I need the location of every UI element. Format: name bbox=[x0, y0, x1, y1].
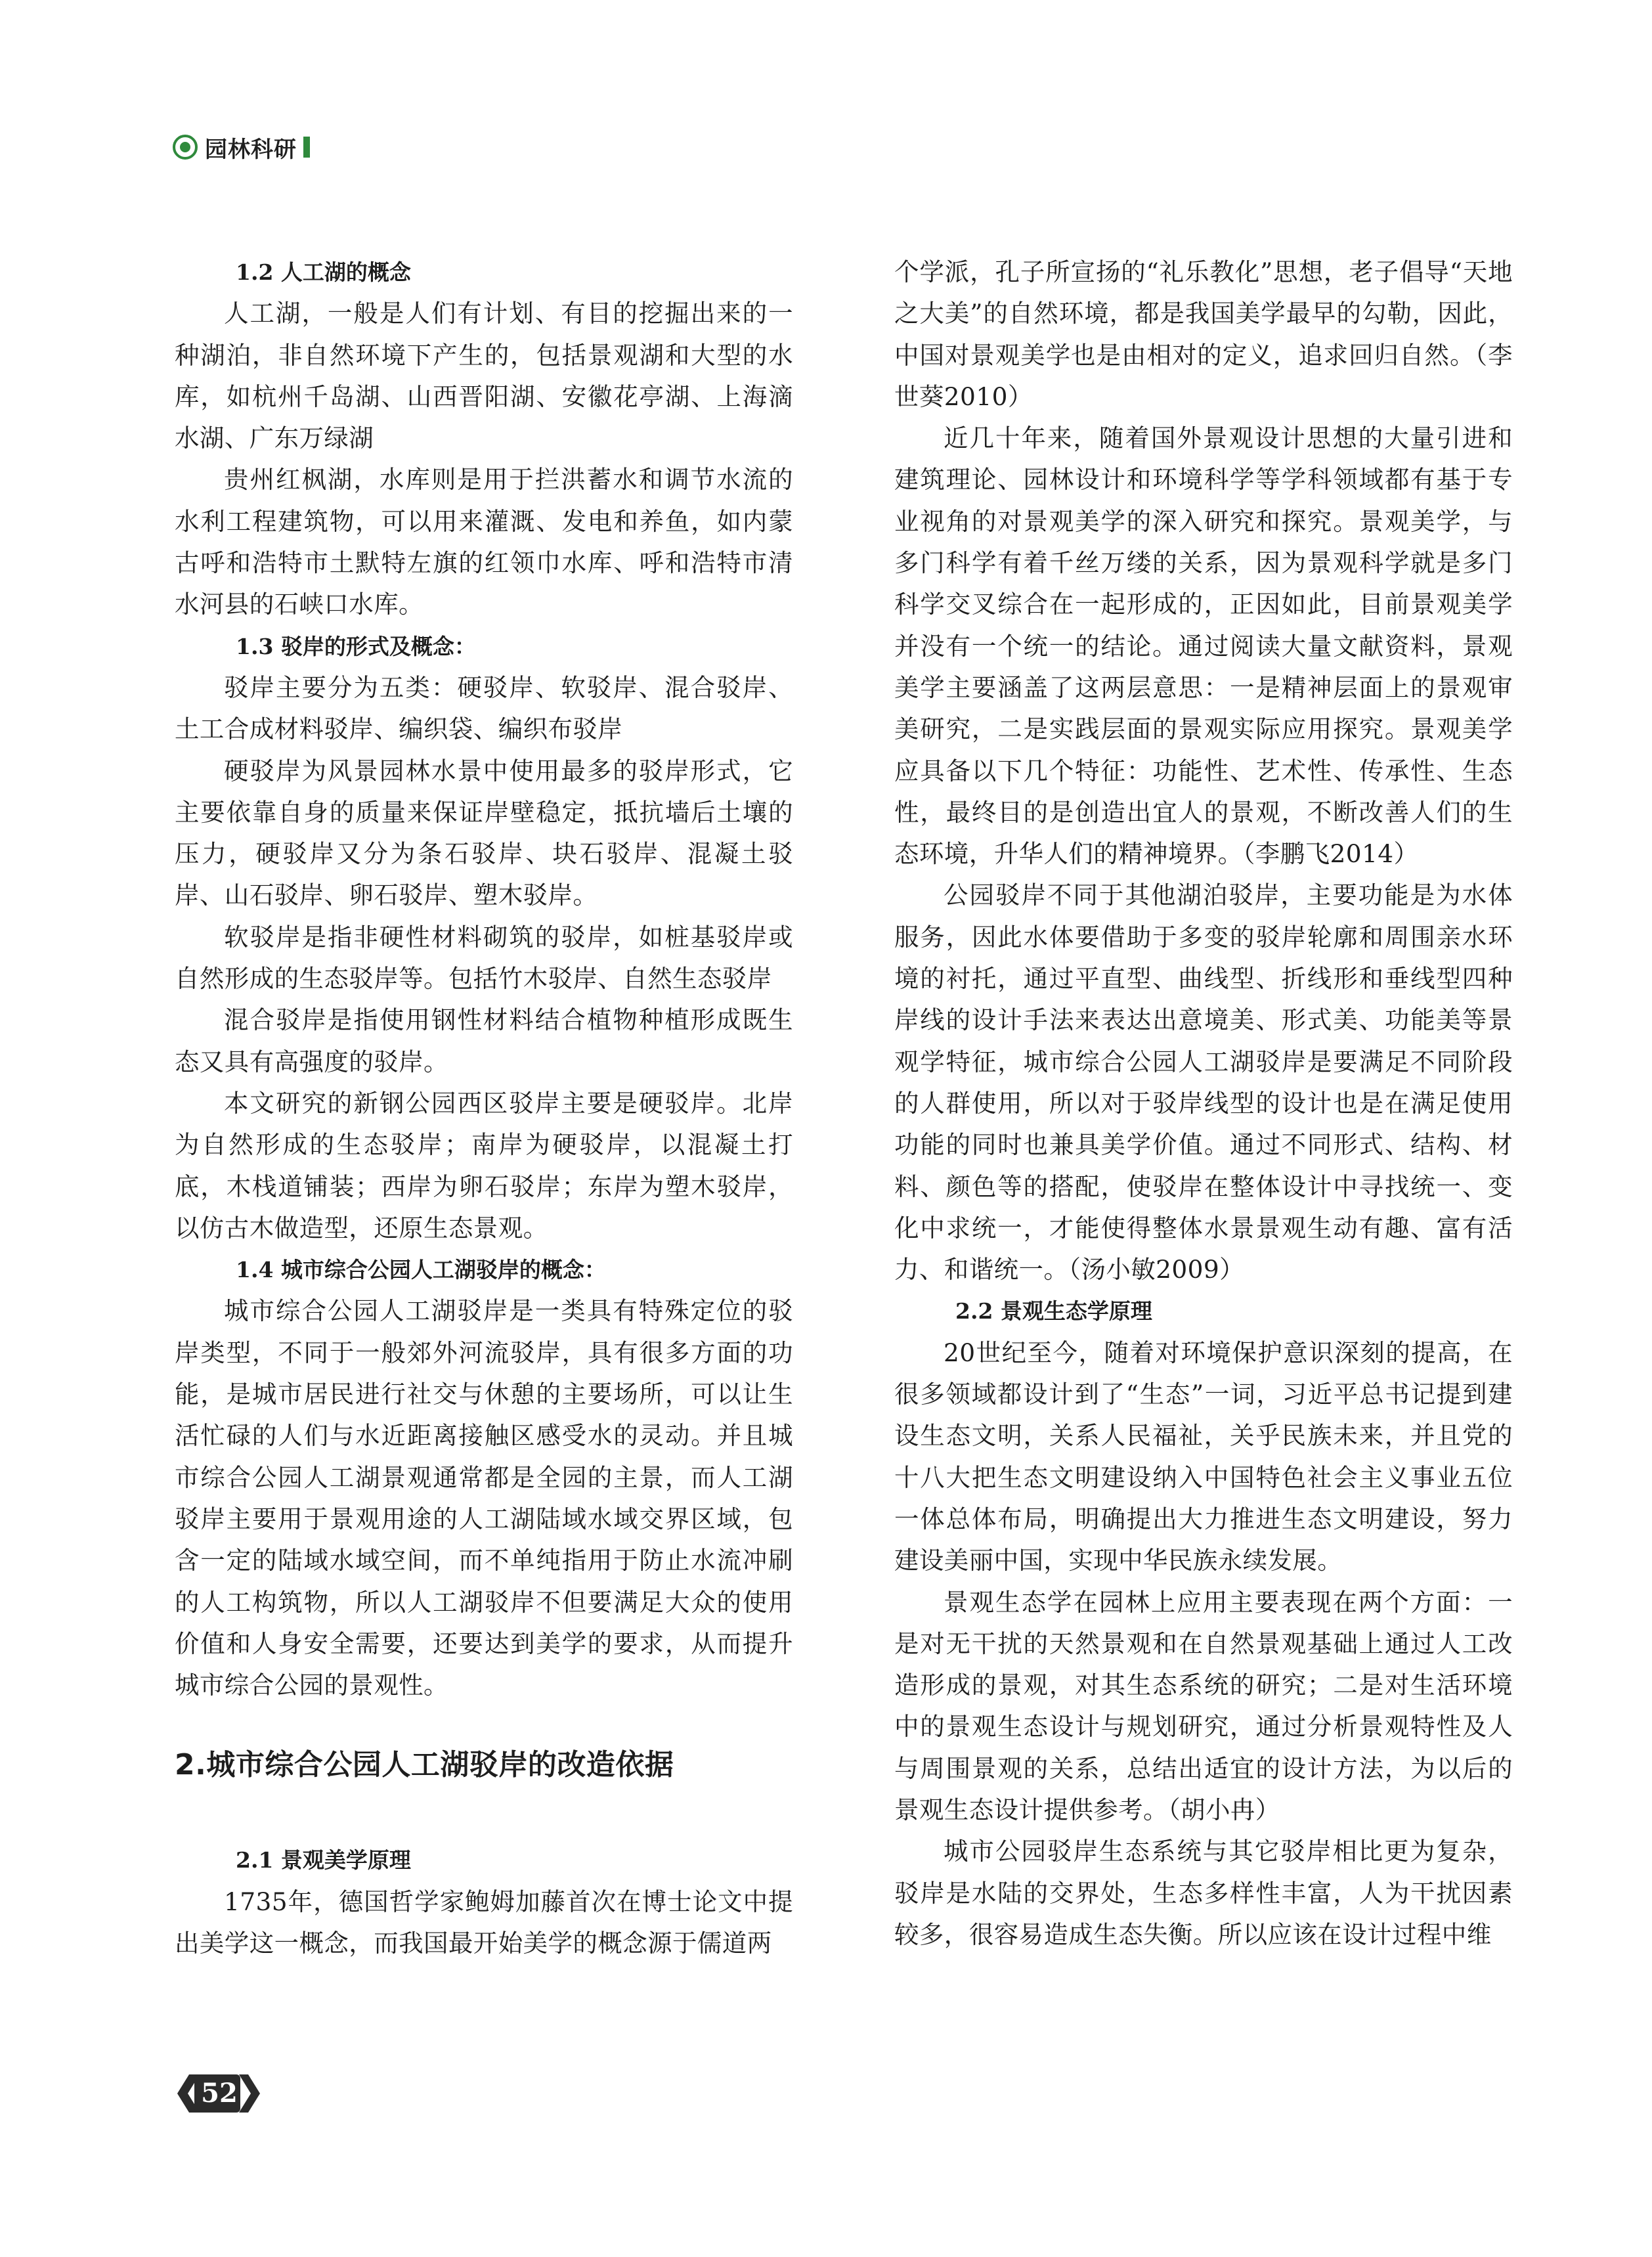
section-heading-1-2: 1.2 人工湖的概念 bbox=[236, 259, 411, 285]
section-heading-2-2: 2.2 景观生态学原理 bbox=[955, 1298, 1152, 1325]
left-column bbox=[175, 252, 793, 1964]
accent-bar-icon bbox=[303, 137, 310, 158]
section-heading-1-3: 1.3 驳岸的形式及概念： bbox=[236, 633, 476, 659]
journal-header bbox=[172, 129, 310, 165]
section-heading-1-4: 1.4 城市综合公园人工湖驳岸的概念： bbox=[236, 1257, 606, 1283]
paragraph: 混合驳岸是指使用钢性材料结合植物种植形成既生态又具有高强度的驳岸。 bbox=[175, 1005, 793, 1076]
chapter-heading-2: 2.城市综合公园人工湖驳岸的改造依据 bbox=[175, 1748, 674, 1782]
paragraph: 景观生态学在园林上应用主要表现在两个方面：一是对无干扰的天然景观和在自然景观基础上通过人工改造形成的景观，对其生态系统的研究；二是对生活环境中的景观生态设计与规划研究，通过分析景观特性及人与周围景观的关系，总结出适宜的设计方法，为以后的景观生态设计提供参考。（胡小冉） bbox=[894, 1587, 1513, 1824]
paragraph-continuation: 个学派，孔子所宣扬的“礼乐教化”思想，老子倡导“天地之大美”的自然环境，都是我国美学最早的勾勒，因此，中国对景观美学也是由相对的定义，追求回归自然。（李世葵2010） bbox=[894, 257, 1513, 411]
paragraph: 城市综合公园人工湖驳岸是一类具有特殊定位的驳岸类型，不同于一般郊外河流驳岸，具有很多方面的功能，是城市居民进行社交与休憩的主要场所，可以让生活忙碌的人们与水近距离接触区感受水的灵动。并且城市综合公园人工湖景观通常都是全园的主景，而人工湖驳岸主要用于景观用途的人工湖陆域水域交界区域，包含一定的陆域水域空间，而不单纯指用于防止水流冲刷的人工构筑物，所以人工湖驳岸不但要满足大众的使用价值和人身安全需要，还要达到美学的要求，从而提升城市综合公园的景观性。 bbox=[175, 1296, 793, 1700]
paragraph: 人工湖，一般是人们有计划、有目的挖掘出来的一种湖泊，非自然环境下产生的，包括景观湖和大型的水库，如杭州千岛湖、山西晋阳湖、安徽花亭湖、上海滴水湖、广东万绿湖 bbox=[175, 299, 793, 453]
right-column bbox=[894, 252, 1513, 1956]
circle-logo-icon bbox=[172, 134, 198, 160]
paragraph: 硬驳岸为风景园林水景中使用最多的驳岸形式，它主要依靠自身的质量来保证岸壁稳定，抵抗墙后土壤的压力，硬驳岸又分为条石驳岸、块石驳岸、混凝土驳岸、山石驳岸、卵石驳岸、塑木驳岸。 bbox=[175, 756, 793, 910]
paragraph: 本文研究的新钢公园西区驳岸主要是硬驳岸。北岸为自然形成的生态驳岸；南岸为硬驳岸，以混凝土打底，木栈道铺装；西岸为卵石驳岸；东岸为塑木驳岸，以仿古木做造型，还原生态景观。 bbox=[175, 1088, 793, 1242]
paragraph: 公园驳岸不同于其他湖泊驳岸，主要功能是为水体服务，因此水体要借助于多变的驳岸轮廓和周围亲水环境的衬托，通过平直型、曲线型、折线形和垂线型四种岸线的设计手法来表达出意境美、形式美、功能美等景观学特征，城市综合公园人工湖驳岸是要满足不同阶段的人群使用，所以对于驳岸线型的设计也是在满足使用功能的同时也兼具美学价值。通过不同形式、结构、材料、颜色等的搭配，使驳岸在整体设计中寻找统一、变化中求统一，才能使得整体水景景观生动有趣、富有活力、和谐统一。（汤小敏2009） bbox=[894, 881, 1513, 1284]
page-number: 52 bbox=[201, 2078, 238, 2109]
paragraph: 20世纪至今，随着对环境保护意识深刻的提高，在很多领域都设计到了“生态”一词，习近平总书记提到建设生态文明，关系人民福祉，关乎民族未来，并且党的十八大把生态文明建设纳入中国特色社会主义事业五位一体总体布局，明确提出大力推进生态文明建设，努力建设美丽中国，实现中华民族永续发展。 bbox=[894, 1338, 1513, 1575]
journal-title: 园林科研 bbox=[205, 136, 297, 163]
paragraph: 贵州红枫湖，水库则是用于拦洪蓄水和调节水流的水利工程建筑物，可以用来灌溉、发电和养鱼，如内蒙古呼和浩特市土默特左旗的红领巾水库、呼和浩特市清水河县的石峡口水库。 bbox=[175, 465, 793, 619]
paragraph: 软驳岸是指非硬性材料砌筑的驳岸，如桩基驳岸或自然形成的生态驳岸等。包括竹木驳岸、自然生态驳岸 bbox=[175, 922, 793, 994]
paragraph: 近几十年来，随着国外景观设计思想的大量引进和建筑理论、园林设计和环境科学等学科领域都有基于专业视角的对景观美学的深入研究和探究。景观美学，与多门科学有着千丝万缕的关系，因为景观科学就是多门科学交叉综合在一起形成的，正因如此，目前景观美学并没有一个统一的结论。通过阅读大量文献资料，景观美学主要涵盖了这两层意思：一是精神层面上的景观审美研究，二是实践层面的景观实际应用探究。景观美学应具备以下几个特征：功能性、艺术性、传承性、生态性，最终目的是创造出宜人的景观，不断改善人们的生态环境，升华人们的精神境界。（李鹏飞2014） bbox=[894, 424, 1513, 869]
paragraph: 城市公园驳岸生态系统与其它驳岸相比更为复杂，驳岸是水陆的交界处，生态多样性丰富，人为干扰因素较多，很容易造成生态失衡。所以应该在设计过程中维 bbox=[894, 1837, 1513, 1949]
section-heading-2-1: 2.1 景观美学原理 bbox=[236, 1847, 411, 1874]
page-number-badge bbox=[173, 2072, 265, 2115]
paragraph: 1735年，德国哲学家鲍姆加藤首次在博士论文中提出美学这一概念，而我国最开始美学的概念源于儒道两 bbox=[175, 1887, 793, 1958]
paragraph: 驳岸主要分为五类：硬驳岸、软驳岸、混合驳岸、土工合成材料驳岸、编织袋、编织布驳岸 bbox=[175, 672, 793, 744]
